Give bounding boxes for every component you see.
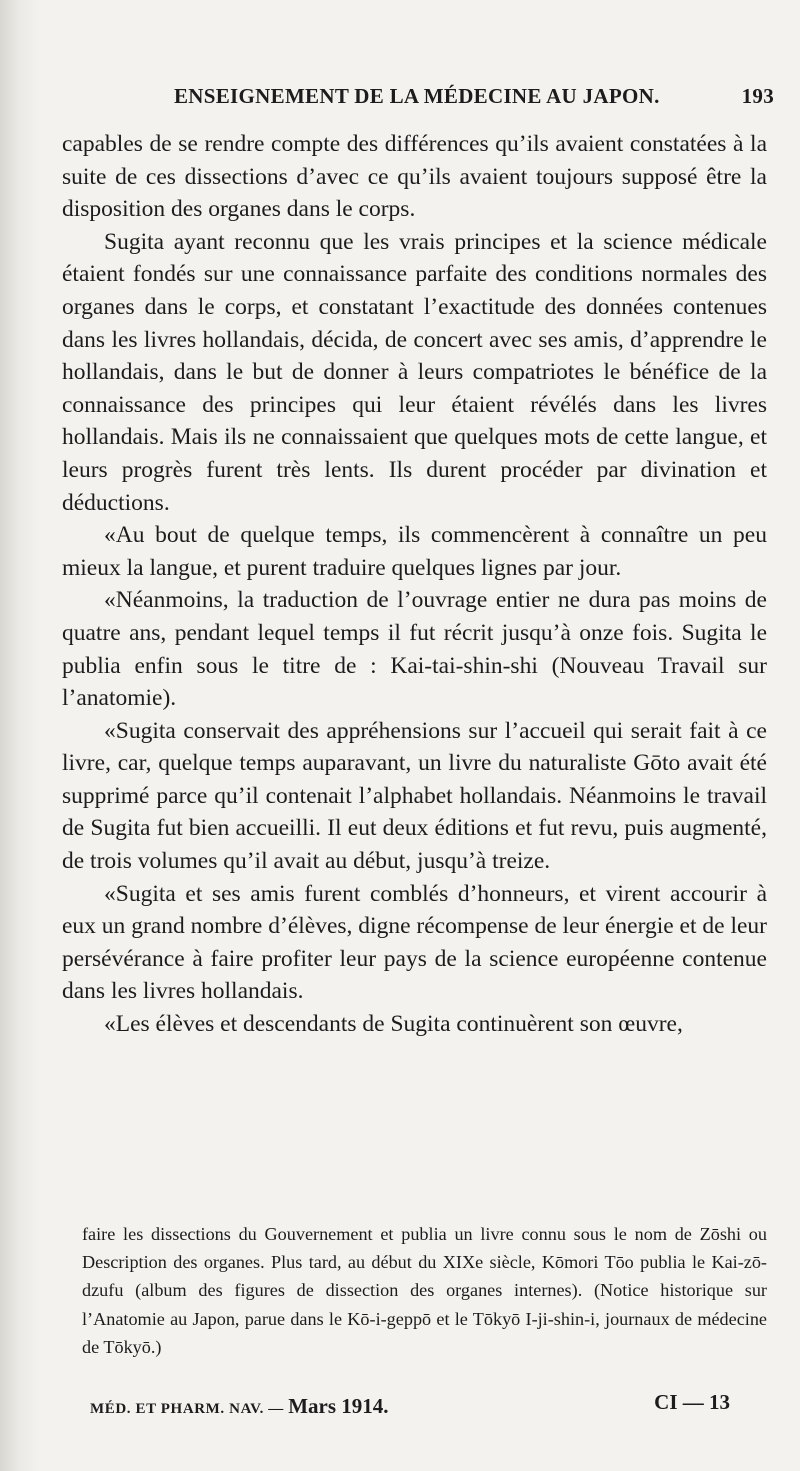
footnote [82,1220,767,1361]
header-title: ENSEIGNEMENT DE LA MÉDECINE AU JAPON. [174,84,660,108]
paragraph: «Néanmoins, la traduction de l’ouvrage entier ne dura pas moins de quatre ans, pendant lequel temps il fut récrit jusqu’à onze fois. Sugita le publia enfin sous le titre de : Kai-tai-shin-shi (Nouveau Travail sur l’anatomie). [62,587,767,712]
paragraph: «Sugita et ses amis furent comblés d’honneurs, et virent accourir à eux un grand nombre d’élèves, digne récompense de leur énergie et de leur persévérance à faire profiter leur pays de la science européenne contenue dans les livres hollandais. [62,880,767,1005]
footer-journal-line [90,1394,389,1419]
paragraph: capables de se rendre compte des différences qu’ils avaient constatées à la suite de ces dissections d’avec ce qu’ils avaient toujours supposé être la disposition des organes dans le corps. [62,131,767,223]
footer-signature: CI — 13 [654,1390,730,1414]
paragraph: «Les élèves et descendants de Sugita continuèrent son œuvre, [104,1011,683,1038]
footer-journal: MÉD. ET PHARM. NAV. — [90,1401,284,1417]
paragraph: «Sugita conservait des appréhensions sur l’accueil qui serait fait à ce livre, car, quelque temps auparavant, un livre du naturaliste Gōto avait été supprimé parce qu’il contenait l’alphabet hollandais. Néanmoins le travail de Sugita fut bien accueilli. Il eut deux éditions et fut revu, puis augmenté, de trois volumes qu’il avait au début, jusqu’à treize. [62,717,767,875]
footer-date: Mars 1914. [288,1394,389,1418]
page-footer [90,1390,730,1420]
running-header [62,78,774,118]
paragraph: «Au bout de quelque temps, ils commencèrent à connaître un peu mieux la langue, et purent traduire quelques lignes par jour. [62,522,767,581]
page-number: 193 [741,84,774,108]
body-text [62,128,767,1041]
footnote-text: faire les dissections du Gouvernement et publia un livre connu sous le nom de Zōshi ou Description des organes. Plus tard, au début du XIXe siècle, Kōmori Tōo publia le Kai-zō-dzufu (album des figures de dissection des organes internes). (Notice historique sur l’Anatomie au Japon, parue dans le Kō-i-geppō et le Tōkyō I-ji-shin-i, journaux de médecine de Tōkyō.) [82,1224,767,1357]
paragraph: Sugita ayant reconnu que les vrais principes et la science médicale étaient fondés sur une connaissance parfaite des conditions normales des organes dans le corps, et constatant l’exactitude des données contenues dans les livres hollandais, décida, de concert avec ses amis, d’apprendre le hollandais, dans le but de donner à leurs compatriotes le bénéfice de la connaissance des principes qui leur étaient révélés dans les livres hollandais. Mais ils ne connaissaient que quelques mots de cette langue, et leurs progrès furent très lents. Ils durent procéder par divination et déductions. [62,228,767,516]
